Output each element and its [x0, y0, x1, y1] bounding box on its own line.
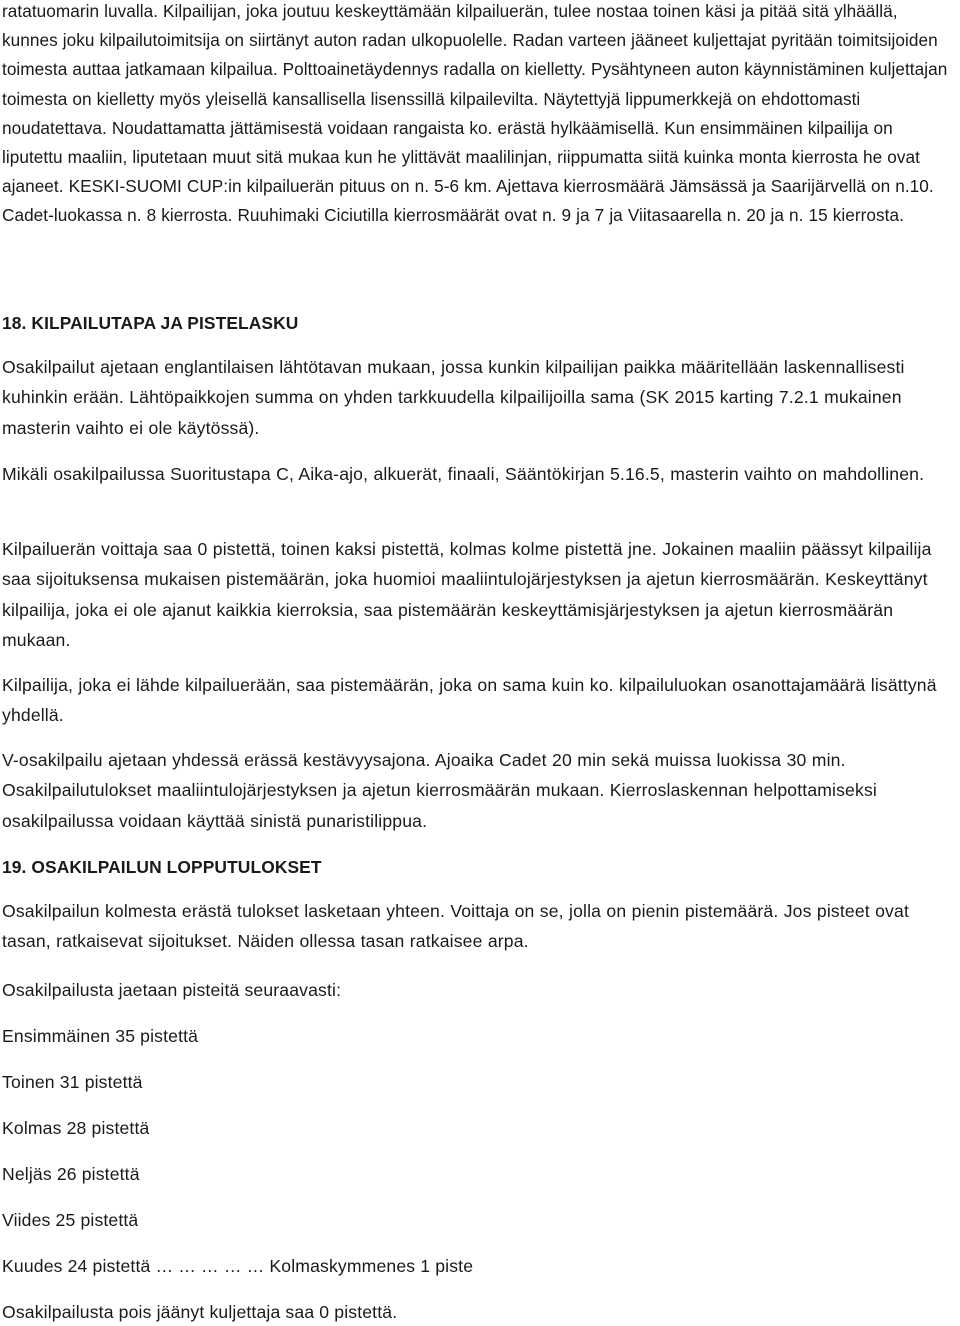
points-item: Ensimmäinen 35 pistettä: [2, 1026, 199, 1046]
points-item: Neljäs 26 pistettä: [2, 1164, 140, 1184]
points-item: Toinen 31 pistettä: [2, 1072, 143, 1092]
section-19-paragraph: Osakilpailun kolmesta erästä tulokset lasketaan yhteen. Voittaja on se, jolla on pienin pistemäärä. Jos pisteet ovat tasan, ratkaisevat sijoitukset. Näiden ollessa tasan ratkaisee arpa.: [2, 901, 909, 952]
points-item: Kuudes 24 pistettä … … … … … Kolmaskymmenes 1 piste: [2, 1256, 474, 1276]
section-18-heading: 18. KILPAILUTAPA JA PISTELASKU: [2, 313, 299, 333]
intro-paragraph: ratatuomarin luvalla. Kilpailijan, joka joutuu keskeyttämään kilpailuerän, tulee nostaa toinen käsi ja pitää sitä ylhäällä, kunnes joku kilpailutoimitsija on siirtänyt auton radan ulkopuolelle. Radan varteen jääneet kuljettajat pyritään toimitsijoiden toimesta auttaa jatkamaan kilpailua. Polttoainetäydennys radalla on kielletty. Pysähtyneen auton käynnistäminen kuljettajan toimesta on kielletty myös yleisellä kansallisella lisenssillä kilpailevilta. Näytettyjä lippumerkkejä on ehdottomasti noudatettava. Noudattamatta jättämisestä voidaan rangaista ko. erästä hylkäämisellä. Kun ensimmäinen kilpailija on liputettu maaliin, liputetaan muut sitä mukaa kun he ylittävät maalilinjan, riippumatta siitä kuinka monta kierrosta he ovat ajaneet. KESKI-SUOMI CUP:in kilpailuerän pituus on n. 5-6 km. Ajettava kierrosmäärä Jämsässä ja Saarijärvellä on n.10. Cadet-luokassa n. 8 kierrosta. Ruuhimaki Ciciutilla kierrosmäärät ovat n. 9 ja 7 ja Viitasaarella n. 20 ja n. 15 kierrosta.: [2, 1, 948, 226]
section-18-paragraph-4: Kilpailija, joka ei lähde kilpailuerään, saa pistemäärän, joka on sama kuin ko. kilpailuluokan osanottajamäärä lisättynä yhdellä.: [2, 675, 937, 726]
points-intro: Osakilpailusta jaetaan pisteitä seuraavasti:: [2, 980, 342, 1000]
closing-line: Osakilpailusta pois jäänyt kuljettaja saa 0 pistettä.: [2, 1302, 398, 1322]
section-18-paragraph-1: Osakilpailut ajetaan englantilaisen lähtötavan mukaan, jossa kunkin kilpailijan paikka määritellään laskennallisesti kuhinkin erään. Lähtöpaikkojen summa on yhden tarkkuudella kilpailijoilla sama (SK 2015 karting 7.2.1 mukainen masterin vaihto ei ole käytössä).: [2, 357, 905, 438]
section-18-paragraph-3: Kilpailuerän voittaja saa 0 pistettä, toinen kaksi pistettä, kolmas kolme pistettä jne. Jokainen maaliin päässyt kilpailija saa sijoituksensa mukaisen pistemäärän, joka huomioi maaliintulojärjestyksen ja ajetun kierrosmäärän. Keskeyttänyt kilpailija, joka ei ole ajanut kaikkia kierroksia, saa pistemäärän keskeyttämisjärjestyksen ja ajetun kierrosmäärän mukaan.: [2, 539, 932, 651]
points-item: Viides 25 pistettä: [2, 1210, 139, 1230]
section-18-paragraph-5: V-osakilpailu ajetaan yhdessä erässä kestävyysajona. Ajoaika Cadet 20 min sekä muissa luokissa 30 min. Osakilpailutulokset maaliintulojärjestyksen ja ajetun kierrosmäärän mukaan. Kierroslaskennan helpottamiseksi osakilpailussa voidaan käyttää sinistä punaristilippua.: [2, 750, 877, 831]
points-item: Kolmas 28 pistettä: [2, 1118, 150, 1138]
section-18-paragraph-2: Mikäli osakilpailussa Suoritustapa C, Aika-ajo, alkuerät, finaali, Sääntökirjan 5.16.5, masterin vaihto on mahdollinen.: [2, 464, 925, 484]
section-19-heading: 19. OSAKILPAILUN LOPPUTULOKSET: [2, 857, 322, 877]
